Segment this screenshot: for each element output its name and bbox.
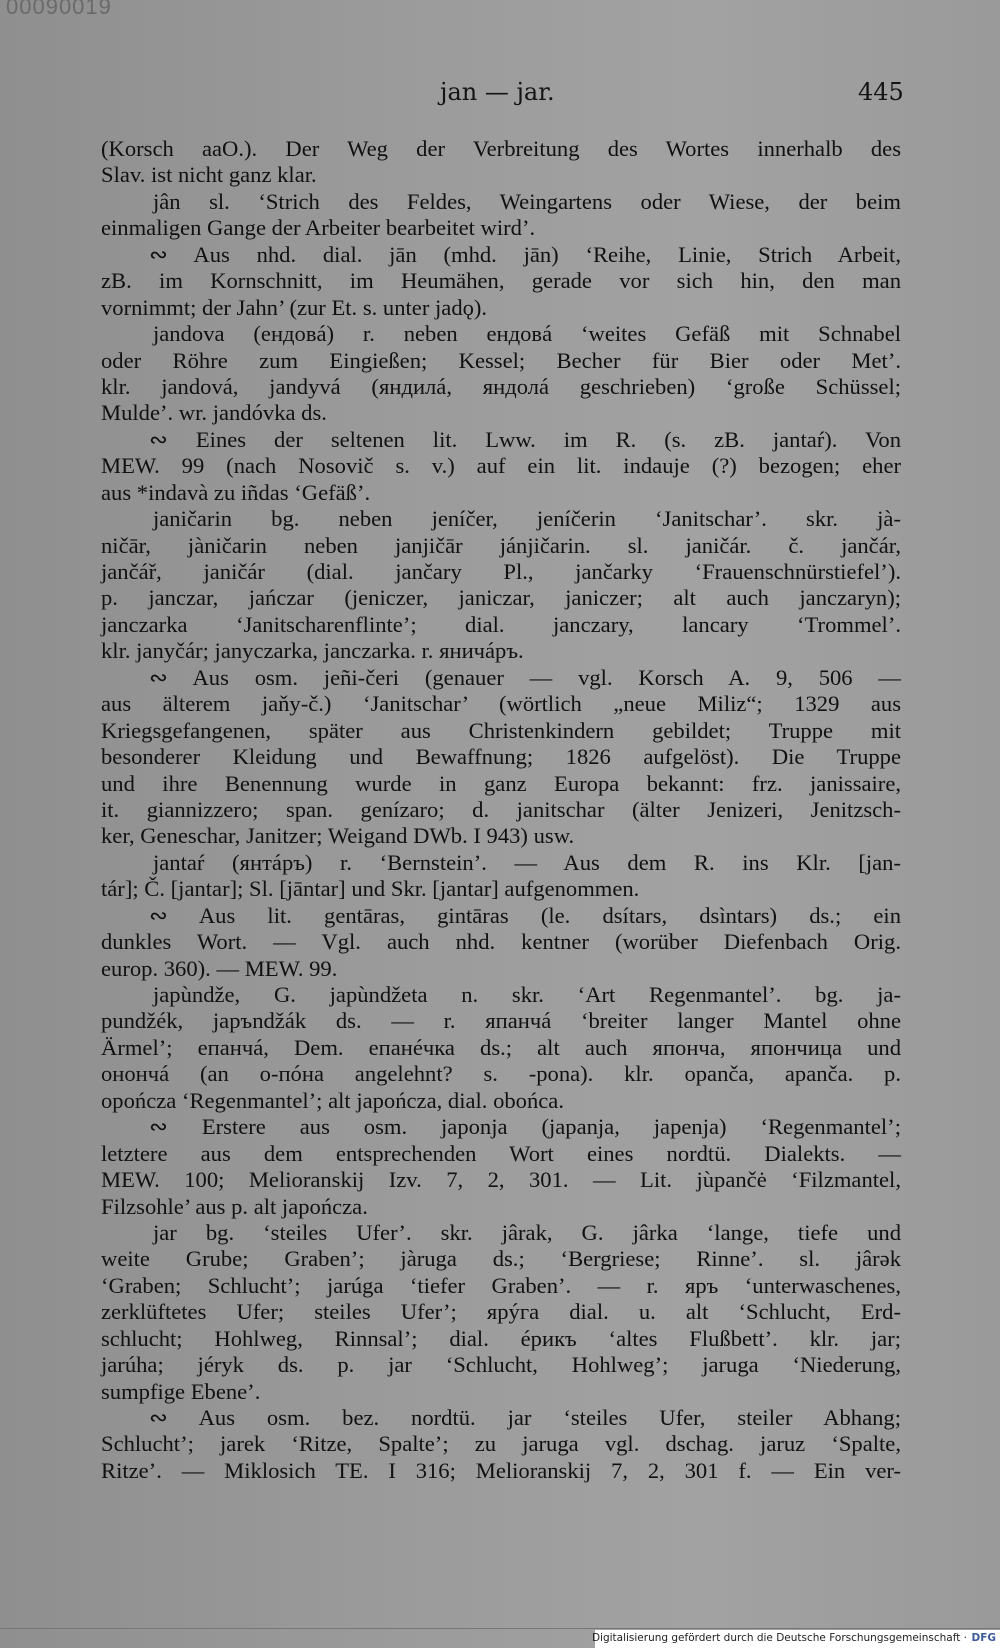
entry-line: janičarin bg. neben jeníčer, jeníčerin ‘Janitschar’. skr. jà- — [153, 506, 901, 532]
text-line: oder Röhre zum Eingießen; Kessel; Becher für Bier oder Met’. — [101, 347, 901, 373]
text-line: jarúha; jéryk ds. p. jar ‘Schlucht, Hohlweg’; jaruga ‘Niederung, — [101, 1352, 901, 1378]
text-line: aus *indavà zu iñdas ‘Gefäß’. — [101, 479, 371, 505]
text-line: онончá (an о-пóна angelehnt? s. -pona). klr. opanča, apanča. p. — [101, 1061, 901, 1087]
text-line: Kriegsgefangenen, später aus Christenkindern gebildet; Truppe mit — [101, 717, 901, 743]
text-line: ker, Geneschar, Janitzer; Weigand DWb. I 943) usw. — [101, 823, 575, 849]
text-line: ničār, jàničarin neben janjičār jánjičarin. sl. janičár. č. jančár, — [101, 532, 901, 558]
text-line: janczarka ‘Janitscharenflinte’; dial. janczary, lancary ‘Trommel’. — [101, 611, 901, 637]
entry-line: jân sl. ‘Strich des Feldes, Weingartens oder Wiese, der beim — [153, 188, 901, 214]
text-line: zerklüftetes Ufer; steiles Ufer’; ярýга dial. u. alt ‘Schlucht, Erd- — [101, 1299, 901, 1325]
text-line: Filzsohle’ aus p. alt japończa. — [101, 1193, 368, 1219]
dfg-logo: DFG — [971, 1632, 996, 1644]
running-head — [0, 78, 1000, 108]
running-head-title: jan — jar. — [440, 78, 555, 106]
entry-line: japùndže, G. japùndžeta n. skr. ‘Art Regenmantel’. bg. ja- — [153, 982, 901, 1007]
text-line: klr. janyčár; janyczarka, janczarka. r. яничáръ. — [101, 638, 524, 664]
text-line: vornimmt; der Jahn’ (zur Et. s. unter jadǫ). — [101, 294, 488, 320]
text-line: ∾ Aus nhd. dial. jān (mhd. jān) ‘Reihe, Linie, Strich Arbeit, — [149, 241, 901, 267]
text-line: weite Grube; Graben’; jàruga ds.; ‘Bergriese; Rinne’. sl. jârək — [101, 1246, 901, 1272]
entry-line: jar bg. ‘steiles Ufer’. skr. jârak, G. jârka ‘lange, tiefe und — [153, 1219, 901, 1245]
text-line: ‘Graben; Schlucht’; jarúga ‘tiefer Graben’. — r. яръ ‘unterwaschenes, — [101, 1272, 901, 1298]
text-line: zB. im Kornschnitt, im Heumähen, gerade vor sich hin, den man — [101, 268, 901, 294]
digitization-footer — [0, 1618, 1000, 1648]
text-line: Mulde’. wr. jandóvka ds. — [101, 400, 327, 426]
footer-credit: Digitalisierung gefördert durch die Deutsche Forschungsgemeinschaft · — [591, 1632, 967, 1644]
text-line: opończa ‘Regenmantel’; alt japończa, dial. obońca. — [101, 1087, 564, 1113]
entry-line: jantaŕ (янтáръ) r. ‘Bernstein’. — Aus dem R. ins Klr. [jan- — [153, 849, 901, 875]
text-line: Slav. ist nicht ganz klar. — [101, 162, 317, 188]
text-line: ∾ Eines der seltenen lit. Lww. im R. (s. zB. jantaŕ). Von — [149, 426, 901, 452]
dictionary-text — [101, 136, 901, 1484]
entry-line: jandova (ендовá) r. neben ендовá ‘weites Gefäß mit Schnabel — [153, 321, 901, 347]
text-line: pundžék, japъndžák ds. — r. япанчá ‘breiter langer Mantel ohne — [101, 1008, 901, 1034]
text-line: p. janczar, jańczar (jeniczer, janiczar, janiczer; alt auch janczaryn); — [101, 585, 901, 611]
text-line: dunkles Wort. — Vgl. auch nhd. kentner (worüber Diefenbach Orig. — [101, 929, 901, 955]
text-line: aus älterem jaňy-č.) ‘Janitschar’ (wörtlich „neue Miliz“; 1329 aus — [101, 691, 901, 717]
text-line: europ. 360). — MEW. 99. — [101, 955, 338, 981]
text-line: MEW. 99 (nach Nosovič s. v.) auf ein lit. indauje (?) bezogen; eher — [101, 453, 901, 479]
text-line: jančář, janičár (dial. jančary Pl., jančarky ‘Frauenschnürstiefel’). — [101, 559, 901, 584]
text-line: ∾ Aus lit. gentāras, gintāras (le. dsítars, dsìntars) ds.; ein — [149, 902, 901, 928]
text-line: tár]; Č. [jantar]; Sl. [jāntar] und Skr. [jantar] aufgenommen. — [101, 876, 640, 902]
scan-id-mark: 00090019 — [6, 0, 112, 19]
text-line: klr. jandová, jandyvá (яндилá, яндолá geschrieben) ‘große Schüssel; — [101, 373, 901, 399]
text-line: ∾ Erstere aus osm. japonja (japanja, japenja) ‘Regenmantel’; — [149, 1114, 901, 1140]
text-line: schlucht; Hohlweg, Rinnsal’; dial. éрикъ ‘altes Flußbett’. klr. jar; — [101, 1325, 901, 1351]
text-line: besonderer Kleidung und Bewaffnung; 1826 aufgelöst). Die Truppe — [101, 744, 901, 770]
text-line: (Korsch aaO.). Der Weg der Verbreitung des Wortes innerhalb des — [101, 136, 901, 161]
text-line: Schlucht’; jarek ‘Ritze, Spalte’; zu jaruga vgl. dschag. jaruz ‘Spalte, — [101, 1431, 901, 1457]
page-number: 445 — [858, 78, 904, 106]
text-line: Ritze’. — Miklosich TE. I 316; Melioranskij 7, 2, 301 f. — Ein ver- — [101, 1457, 901, 1483]
footer-rule — [0, 1628, 1000, 1629]
text-line: sumpfige Ebene’. — [101, 1378, 261, 1404]
text-line: ∾ Aus osm. jeñi-čeri (genauer — vgl. Korsch A. 9, 506 — — [149, 664, 901, 690]
text-line: und ihre Benennung wurde in ganz Europa bekannt: frz. janissaire, — [101, 770, 901, 796]
text-line: ∾ Aus osm. bez. nordtü. jar ‘steiles Ufer, steiler Abhang; — [149, 1405, 901, 1430]
text-line: Ärmel’; епанчá, Dem. епанéчка ds.; alt auch японча, япончица und — [101, 1034, 901, 1060]
text-line: einmaligen Gange der Arbeiter bearbeitet wird’. — [101, 215, 536, 241]
text-line: it. giannizzero; span. genízaro; d. janitschar (älter Jenizeri, Jenitzsch- — [101, 796, 901, 822]
text-line: MEW. 100; Melioranskij Izv. 7, 2, 301. — Lit. jùpančė ‘Filzmantel, — [101, 1167, 901, 1193]
text-line: letztere aus dem entsprechenden Wort eines nordtü. Dialekts. — — [101, 1140, 901, 1166]
